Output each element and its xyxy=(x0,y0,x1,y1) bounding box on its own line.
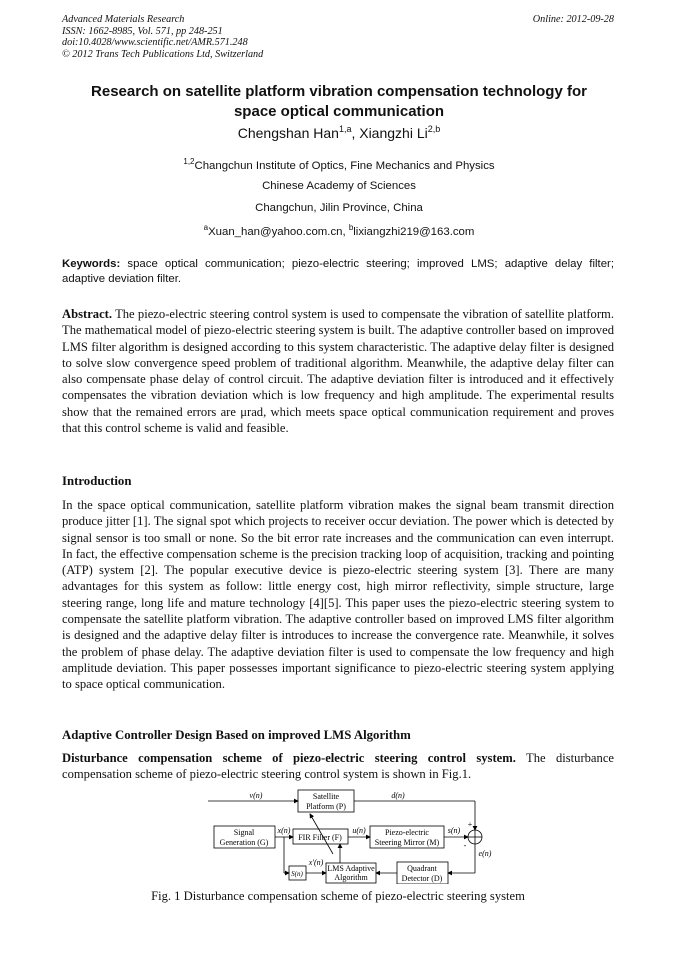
satellite-line-2: Platform (P) xyxy=(306,802,346,811)
xprime-signal-label: x'(n) xyxy=(308,858,324,867)
subsection-text: The disturbance compensation scheme of piezo-electric steering control system is shown in Fig.1. xyxy=(62,751,615,782)
abstract xyxy=(62,306,614,436)
emails: $^a$Xuan_han@yahoo.com.cn, $^b$lixiangzhi219@163.com xyxy=(203,223,475,238)
d-signal-label: d(n) xyxy=(391,791,405,800)
subsection-label: Disturbance compensation scheme of piezo-electric steering control system. xyxy=(62,751,516,765)
lms-line-1: LMS Adaptive xyxy=(327,864,375,873)
section-2-heading: Adaptive Controller Design Based on improved LMS Algorithm xyxy=(62,728,411,742)
signal-gen-line-1: Signal xyxy=(233,828,255,837)
section-2-paragraph xyxy=(62,750,614,783)
lms-line-2: Algorithm xyxy=(334,873,368,882)
u-signal-label: u(n) xyxy=(352,826,366,835)
journal-header xyxy=(62,14,263,60)
figure-1-caption: Fig. 1 Disturbance compensation scheme of piezo-electric steering system xyxy=(151,889,525,903)
fir-filter-label: FIR Filter (F) xyxy=(298,833,342,842)
email-b: lixiangzhi219@163.com xyxy=(353,226,475,238)
copyright: © 2012 Trans Tech Publications Ltd, Switzerland xyxy=(62,48,264,60)
quadrant-line-1: Quadrant xyxy=(407,864,437,873)
satellite-line-1: Satellite xyxy=(312,792,340,801)
figure-1-diagram xyxy=(200,786,500,884)
online-date: Online: 2012-09-28 xyxy=(532,14,614,25)
x-signal-label: x(n) xyxy=(277,826,291,835)
author-2-affil: 2,b xyxy=(427,124,441,134)
keywords-label: Keywords: xyxy=(62,258,121,270)
author-1-affil: 1,a xyxy=(338,124,352,134)
introduction-heading: Introduction xyxy=(62,474,132,488)
author-separator: , xyxy=(351,125,360,141)
keywords xyxy=(62,257,614,287)
affiliation-line-2: Chinese Academy of Sciences xyxy=(262,180,416,192)
keywords-text: space optical communication; piezo-electric steering; improved LMS; adaptive delay filter; adaptive deviation filter. xyxy=(62,258,614,285)
piezo-line-1: Piezo-electric xyxy=(385,828,429,837)
author-1: Chengshan Han xyxy=(237,125,339,141)
plus-sign: + xyxy=(467,820,473,829)
title-line-2: space optical communication xyxy=(233,103,445,120)
paper-title xyxy=(62,82,616,122)
title-line-1: Research on satellite platform vibration compensation technology for xyxy=(91,83,587,100)
author-2: Xiangzhi Li xyxy=(359,125,428,141)
quadrant-line-2: Detector (D) xyxy=(401,874,443,883)
affiliation-sup: 1,2 xyxy=(183,157,195,166)
signal-gen-line-2: Generation (G) xyxy=(219,838,269,847)
abstract-text: The piezo-electric steering control system is used to compensate the vibration of satellite platform. The mathematical model of piezo-electric steering system is built. The adaptive controller based on improved LMS filter algorithm is designed according to this system characteristic. The adaptive delay filter is designed to solve slow convergence speed problem of traditional algorithm. Meanwhile, the adaptive delay filter can also compensate phase delay of control circuit. The adaptive deviation filter is introduced and it effectively compensates the vibration deviation which is low frequency and high amplitude. The experimental results show that the remained errors are μrad, which meets space optical communication requirement and proves that this control scheme is valid and feasible. xyxy=(62,307,614,436)
affiliation-line-3: Changchun, Jilin Province, China xyxy=(255,202,423,214)
issn: ISSN: 1662-8985, Vol. 571, pp 248-251 xyxy=(62,25,223,37)
minus-sign: - xyxy=(463,841,467,850)
e-signal-label: e(n) xyxy=(478,849,492,858)
s-signal-label: s(n) xyxy=(447,826,461,835)
v-signal-label: v(n) xyxy=(249,791,263,800)
introduction-text: In the space optical communication, satellite platform vibration makes the signal beam transmit direction produce jitter [1]. The signal spot which projects to receiver occur deviation. The power which is detected by signal sensor is too small or none. So the bit error rate increases and the communication can even interrupt. In fact, the effective compensation scheme is the precision tracking loop of acquisition, tracking and pointing (ATP) system [2]. The popular executive device is piezo-electric steering system [3]. There are many advantages for this system as follow: little energy cost, high mirror reflectivity, simple structure, large steering range, long life and mature technology [4][5]. This paper uses the piezo-electric steering system to compensate the satellite platform vibration. The adaptive controller based on improved LMS filter algorithm is designed and the adaptive delay filter is introduces to increase the convergence rate. Meanwhile, it solves the problem of phase delay. The adaptive deviation filter is used to compensate the low frequency and high amplitude deviation. This paper possesses important significance to piezo-electric steering system applying to space optical communication. xyxy=(62,498,614,692)
doi: doi:10.4028/www.scientific.net/AMR.571.248 xyxy=(62,37,248,49)
email-a: Xuan_han@yahoo.com.cn, xyxy=(208,226,349,238)
affiliation-line-1: $^{1,2}$Changchun Institute of Optics, Fine Mechanics and Physics xyxy=(183,157,495,172)
journal-name: Advanced Materials Research xyxy=(62,14,185,25)
abstract-label: Abstract. xyxy=(62,307,113,321)
authors xyxy=(62,124,616,141)
shat-label: S(n) xyxy=(291,870,303,878)
piezo-line-2: Steering Mirror (M) xyxy=(374,838,440,847)
